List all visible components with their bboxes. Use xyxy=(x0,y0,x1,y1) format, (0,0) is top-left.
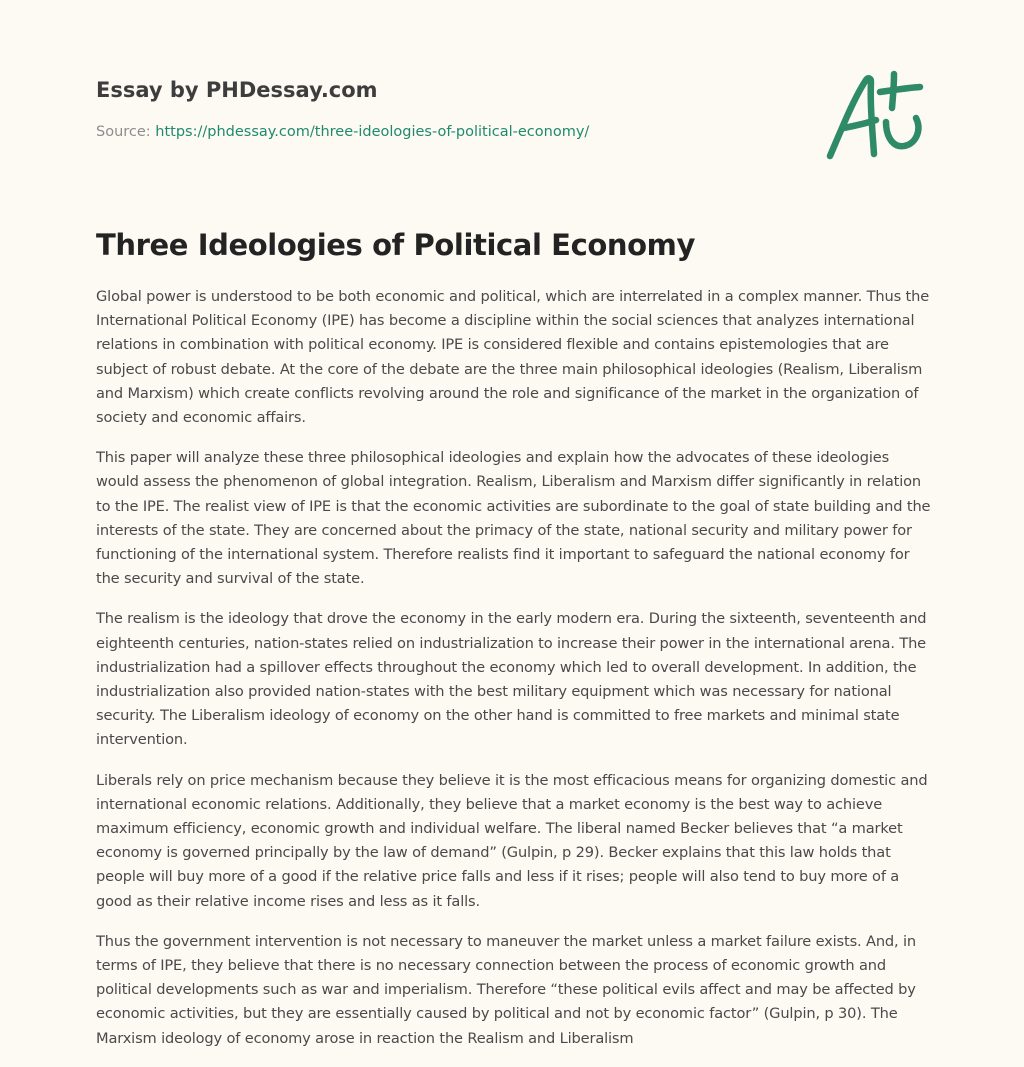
article-title: Three Ideologies of Political Economy xyxy=(96,228,696,262)
brand-name: Essay by PHDessay.com xyxy=(96,78,378,102)
source-line xyxy=(96,122,796,142)
paragraph-3: The realism is the ideology that drove the economy in the early modern era. During the sixteenth, seventeenth and eighteenth centuries, nation-states relied on industrialization to increase their power in the international arena. The industrialization had a spillover effects throughout the economy which led to overall development. In addition, the industrialization also provided nation-states with the best military equipment which was necessary for national security. The Liberalism ideology of economy on the other hand is committed to free markets and minimal state intervention. xyxy=(96,610,927,749)
source-link[interactable]: https://phdessay.com/three-ideologies-of-political-economy/ xyxy=(155,124,590,140)
a-plus-grade-icon xyxy=(822,68,930,164)
source-label: Source: xyxy=(96,124,156,140)
paragraph-5: Thus the government intervention is not necessary to maneuver the market unless a market failure exists. And, in terms of IPE, they believe that there is no necessary connection between the process of economic growth and political developments such as war and imperialism. Therefore “these political evils affect and may be affected by economic activities, but they are essentially caused by political and not by economic factor” (Gulpin, p 30). The Marxism ideology of economy arose in reaction the Realism and Liberalism xyxy=(96,932,917,1047)
essay-header xyxy=(96,76,796,142)
paragraph-1: Global power is understood to be both economic and political, which are interrelated in a complex manner. Thus the International Political Economy (IPE) has become a discipline within the social sciences that analyzes international relations in combination with political economy. IPE is considered flexible and contains epistemologies that are subject of robust debate. At the core of the debate are the three main philosophical ideologies (Realism, Liberalism and Marxism) which create conflicts revolving around the role and significance of the market in the organization of society and economic affairs. xyxy=(96,288,930,427)
article-body xyxy=(96,285,936,1067)
paragraph-4: Liberals rely on price mechanism because they believe it is the most efficacious means for organizing domestic and international economic relations. Additionally, they believe that a market economy is the best way to achieve maximum efficiency, economic growth and individual welfare. The liberal named Becker believes that “a market economy is governed principally by the law of demand” (Gulpin, p 29). Becker explains that this law holds that people will buy more of a good if the relative price falls and less if it rises; people will also tend to buy more of a good as their relative income rises and less as it falls. xyxy=(96,771,928,910)
paragraph-2: This paper will analyze these three philosophical ideologies and explain how the advocates of these ideologies would assess the phenomenon of global integration. Realism, Liberalism and Marxism differ significantly in relation to the IPE. The realist view of IPE is that the economic activities are subordinate to the goal of state building and the interests of the state. They are concerned about the primacy of the state, national security and military power for functioning of the international system. Therefore realists find it important to safeguard the national economy for the security and survival of the state. xyxy=(96,449,931,588)
